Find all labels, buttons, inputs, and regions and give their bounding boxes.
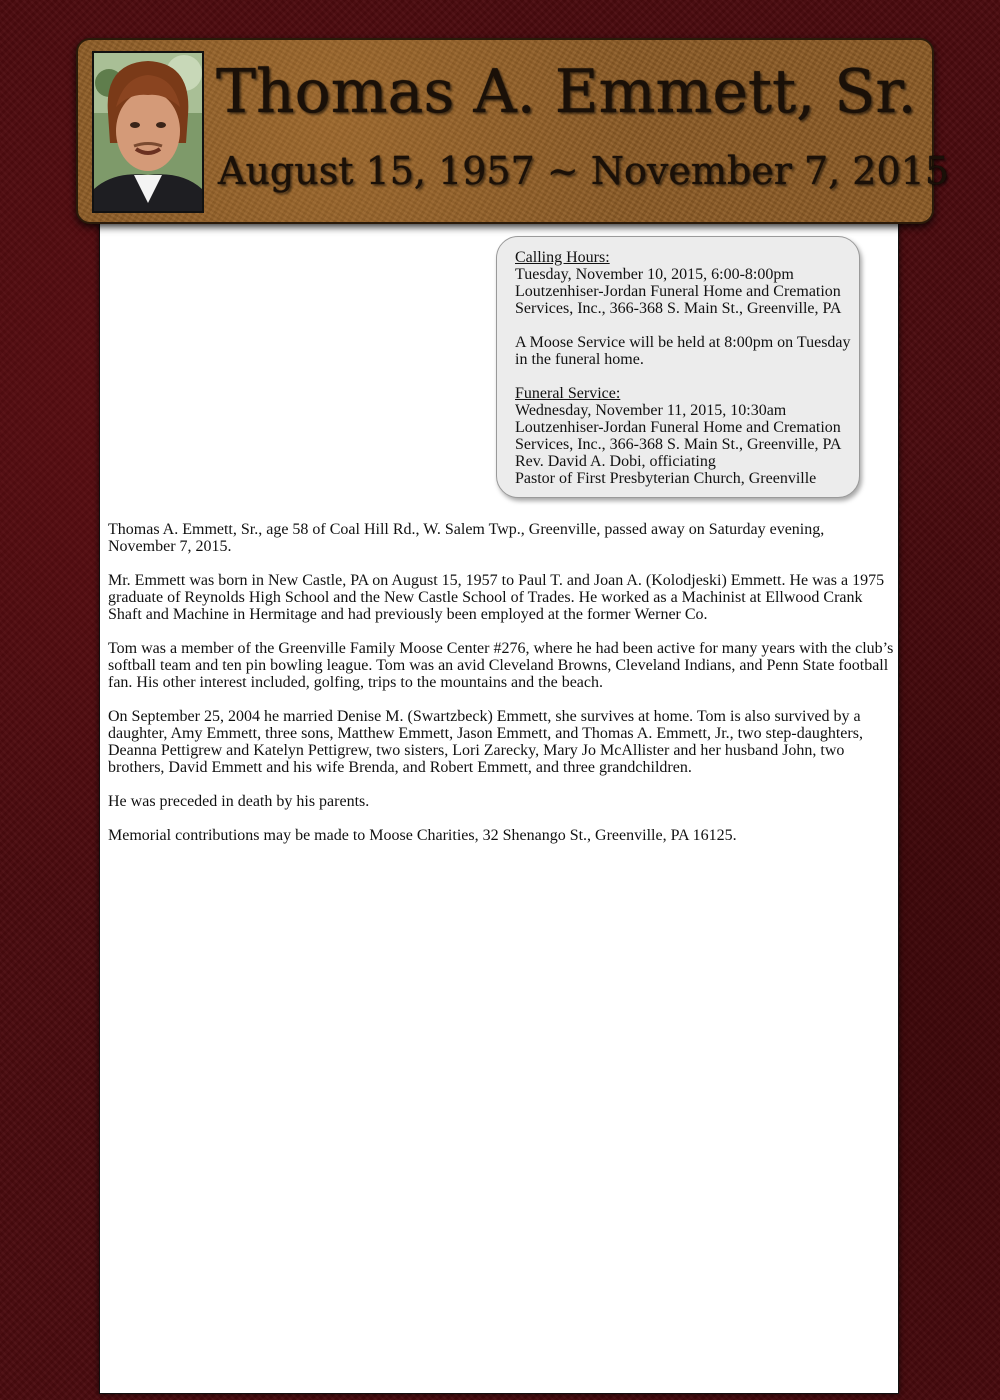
calling-hours-location: Loutzenhiser-Jordan Funeral Home and Cremation Services, Inc., 366-368 S. Main St., Greenville, PA	[515, 283, 842, 317]
funeral-service-section	[515, 385, 851, 487]
obituary-paragraph-3: Tom was a member of the Greenville Family Moose Center #276, where he had been active for many years with the club’s softball team and ten pin bowling league. Tom was an avid Cleveland Browns, Cleveland Indians, and Penn State football fan. His other interest included, golfing, trips to the mountains and the beach.	[108, 640, 894, 691]
moose-service-note: A Moose Service will be held at 8:00pm on Tuesday in the funeral home.	[515, 334, 851, 368]
portrait-image	[94, 53, 202, 211]
funeral-service-heading: Funeral Service:	[515, 385, 621, 402]
life-dates: August 15, 1957 ~ November 7, 2015	[218, 149, 949, 193]
calling-hours-date: Tuesday, November 10, 2015, 6:00-8:00pm	[515, 266, 794, 283]
content-panel	[99, 222, 899, 1394]
header-banner	[76, 38, 949, 224]
service-info-box	[496, 236, 860, 498]
obituary-paragraph-2: Mr. Emmett was born in New Castle, PA on August 15, 1957 to Paul T. and Joan A. (Kolodjeski) Emmett. He was a 1975 graduate of Reynolds High School and the New Castle School of Trades. He worked as a Machinist at Ellwood Crank Shaft and Machine in Hermitage and had previously been employed at the former Werner Co.	[108, 572, 885, 623]
funeral-service-date: Wednesday, November 11, 2015, 10:30am	[515, 402, 787, 419]
calling-hours-section	[515, 249, 851, 317]
obituary-paragraph-5: He was preceded in death by his parents.	[108, 793, 370, 810]
funeral-service-location: Loutzenhiser-Jordan Funeral Home and Cremation Services, Inc., 366-368 S. Main St., Greenville, PA	[515, 419, 842, 453]
obituary-paragraph-6: Memorial contributions may be made to Moose Charities, 32 Shenango St., Greenville, PA 16125.	[108, 827, 737, 844]
officiant: Rev. David A. Dobi, officiating	[515, 453, 716, 470]
portrait-photo	[92, 51, 204, 213]
deceased-name: Thomas A. Emmett, Sr.	[216, 57, 917, 127]
calling-hours-heading: Calling Hours:	[515, 249, 610, 266]
obituary-paragraph-1: Thomas A. Emmett, Sr., age 58 of Coal Hill Rd., W. Salem Twp., Greenville, passed away on Saturday evening, November 7, 2015.	[108, 521, 825, 555]
obituary-paragraph-4: On September 25, 2004 he married Denise M. (Swartzbeck) Emmett, she survives at home. Tom is also survived by a daughter, Amy Emmett, three sons, Matthew Emmett, Jason Emmett, and Thomas A. Emmett, Jr., two step-daughters, Deanna Pettigrew and Katelyn Pettigrew, two sisters, Lori Zarecky, Mary Jo McAllister and her husband John, two brothers, David Emmett and his wife Brenda, and Robert Emmett, and three grandchildren.	[108, 708, 863, 776]
officiant-title: Pastor of First Presbyterian Church, Greenville	[515, 470, 817, 487]
obituary-text	[108, 521, 894, 861]
